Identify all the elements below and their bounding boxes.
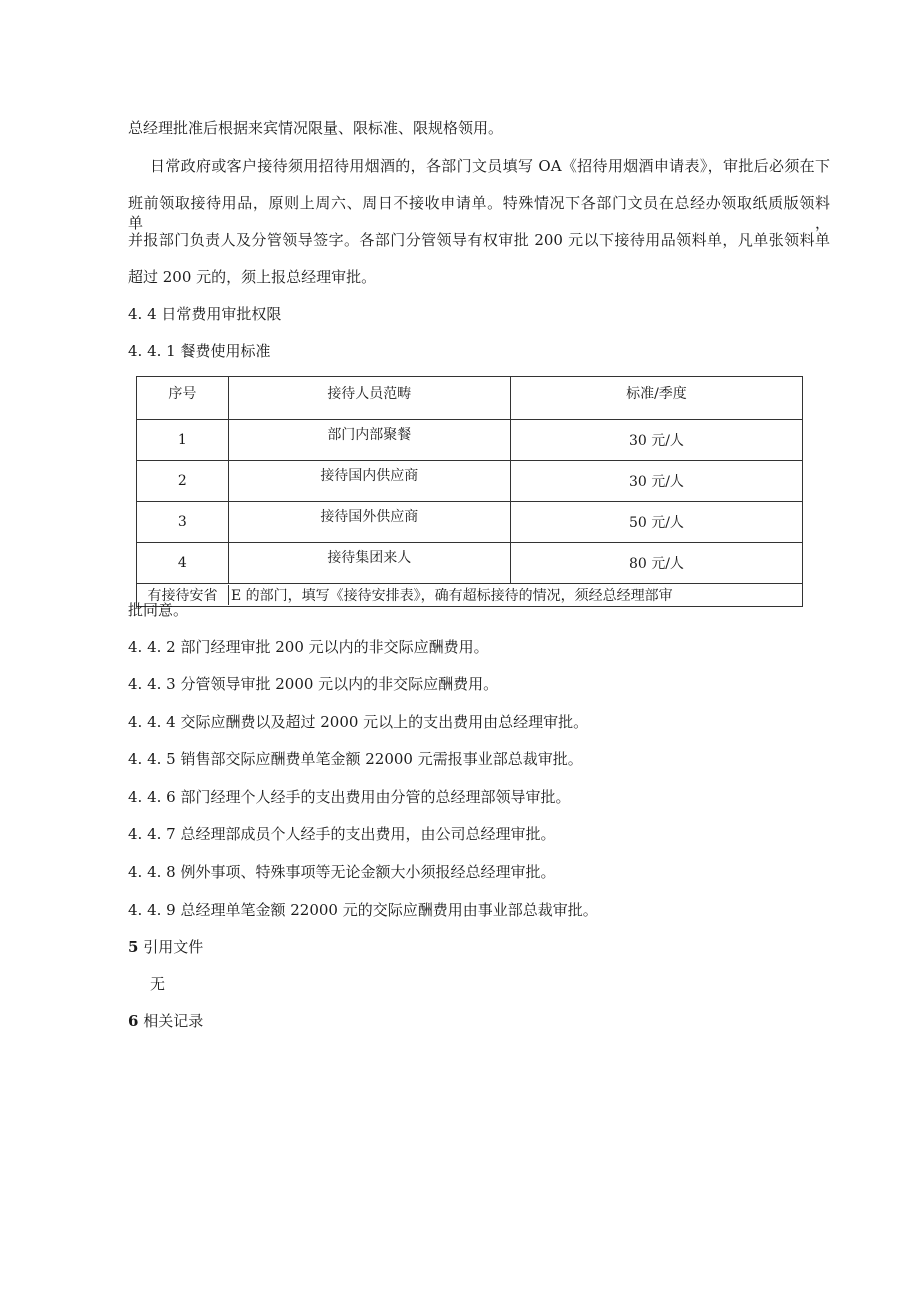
after-table-text: 批同意。 — [128, 601, 189, 619]
section-5-heading — [128, 937, 203, 957]
section-6-heading — [128, 1011, 203, 1031]
item-4-4-8: 4. 4. 8 例外事项、特殊事项等无论金额大小须报经总经理审批。 — [128, 863, 556, 881]
table-row — [137, 543, 803, 584]
meal-standard-table — [136, 376, 803, 607]
cell-standard: 30 元/人 — [510, 461, 802, 502]
paragraph-tobacco-line2: 班前领取接待用品，原则上周六、周日不接收申请单。特殊情况下各部门文员在总经办领取纸质版领料单， — [128, 194, 830, 232]
item-4-4-3: 4. 4. 3 分管领导审批 2000 元以内的非交际应酬费用。 — [128, 675, 499, 693]
heading-4-4-1: 4. 4. 1 餐费使用标准 — [128, 342, 271, 360]
heading-4-4: 4. 4 日常费用审批权限 — [128, 305, 282, 323]
table-footer-cell — [137, 584, 803, 607]
paragraph-tobacco-line3: 并报部门负责人及分管领导签字。各部门分管领导有权审批 200 元以下接待用品领料单，凡单张领料单 — [128, 231, 830, 249]
paragraph-approval: 总经理批准后根据来宾情况限量、限标准、限规格领用。 — [128, 119, 504, 137]
cell-index: 2 — [137, 461, 229, 502]
section-5-number: 5 — [128, 938, 139, 956]
item-4-4-5: 4. 4. 5 销售部交际应酬费单笔金额 22000 元需报事业部总裁审批。 — [128, 750, 583, 768]
table-row — [137, 461, 803, 502]
item-4-4-2: 4. 4. 2 部门经理审批 200 元以内的非交际应酬费用。 — [128, 638, 489, 656]
cell-category: 接待国内供应商 — [228, 461, 510, 502]
table-footer-row — [137, 584, 803, 607]
header-index: 序号 — [137, 377, 229, 420]
cell-category: 部门内部聚餐 — [228, 420, 510, 461]
paragraph-tobacco-line4: 超过 200 元的，须上报总经理审批。 — [128, 268, 377, 286]
cell-index: 3 — [137, 502, 229, 543]
header-category: 接待人员范畴 — [228, 377, 510, 420]
item-4-4-9: 4. 4. 9 总经理单笔金额 22000 元的交际应酬费用由事业部总裁审批。 — [128, 901, 598, 919]
item-4-4-6: 4. 4. 6 部门经理个人经手的支出费用由分管的总经理部领导审批。 — [128, 788, 571, 806]
section-6-number: 6 — [128, 1012, 139, 1030]
section-5-title: 引用文件 — [143, 938, 204, 956]
header-standard: 标准/季度 — [510, 377, 802, 420]
cell-standard: 80 元/人 — [510, 543, 802, 584]
cell-category: 接待国外供应商 — [228, 502, 510, 543]
cell-index: 4 — [137, 543, 229, 584]
section-6-title: 相关记录 — [143, 1012, 204, 1030]
cell-index: 1 — [137, 420, 229, 461]
footer-left-text: 有接待安省 — [137, 585, 229, 605]
paragraph-tobacco-line1: 日常政府或客户接待须用招待用烟酒的，各部门文员填写 OA《招待用烟酒申请表》，审批后必须在下 — [150, 157, 830, 175]
cell-standard: 50 元/人 — [510, 502, 802, 543]
table-row — [137, 420, 803, 461]
table-row — [137, 502, 803, 543]
cell-category: 接待集团来人 — [228, 543, 510, 584]
item-4-4-4: 4. 4. 4 交际应酬费以及超过 2000 元以上的支出费用由总经理审批。 — [128, 713, 589, 731]
table-header-row — [137, 377, 803, 420]
cell-standard: 30 元/人 — [510, 420, 802, 461]
footer-right-text: E 的部门，填写《接待安排表》，确有超标接待的情况，须经总经理部审 — [231, 588, 673, 604]
section-5-content: 无 — [150, 975, 166, 993]
item-4-4-7: 4. 4. 7 总经理部成员个人经手的支出费用，由公司总经理审批。 — [128, 825, 556, 843]
